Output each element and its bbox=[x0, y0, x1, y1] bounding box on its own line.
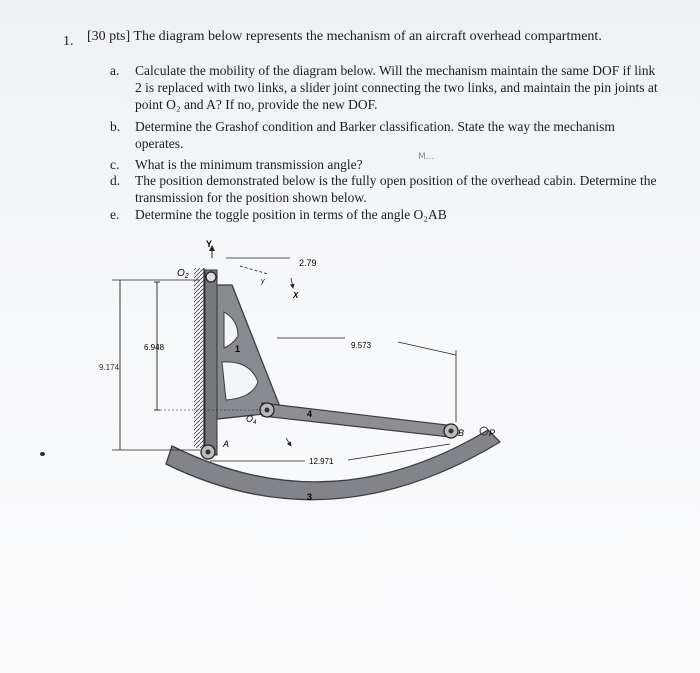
link-4-arm bbox=[262, 403, 455, 437]
x-small-arrow bbox=[291, 278, 293, 288]
point-a-label: A bbox=[223, 439, 230, 449]
item-text: Determine the Grashof condition and Barker classification. State the way the mechanism operates. bbox=[135, 119, 615, 151]
dim-9573-line-right bbox=[398, 342, 456, 355]
item-label: c. bbox=[110, 157, 120, 172]
point-b-label: B bbox=[458, 428, 465, 438]
point-o2-label: $O_2$ bbox=[177, 268, 189, 280]
dim-9-573: 9.573 bbox=[351, 341, 372, 350]
link-1-label: 1 bbox=[235, 344, 241, 354]
item-label: e. bbox=[110, 207, 120, 222]
x-prime-arrow bbox=[286, 438, 291, 446]
handwritten-note: M... bbox=[418, 152, 435, 162]
item-text: The position demonstrated below is the fully open position of the overhead cabin. Determine the transmission for the position shown below. bbox=[135, 173, 657, 205]
axis-x-label: X bbox=[293, 291, 299, 300]
link-1-bracket bbox=[208, 285, 282, 420]
item-label: a. bbox=[110, 63, 120, 78]
question-number: 1. bbox=[63, 34, 74, 49]
joint-a-center bbox=[206, 450, 211, 455]
item-text: What is the minimum transmission angle? bbox=[135, 157, 363, 172]
joint-o4-center bbox=[265, 408, 270, 413]
ground-hatching bbox=[194, 268, 204, 448]
link-3-label: 3 bbox=[307, 492, 313, 502]
question-header: [30 pts] The diagram below represents the mechanism of an aircraft overhead compartment. bbox=[87, 29, 602, 44]
point-o4-label: $O_4$ bbox=[246, 414, 257, 426]
item-text: Determine the toggle position in terms of the angle O₂AB bbox=[135, 207, 447, 222]
dim-9-174: 9.174 bbox=[99, 363, 120, 372]
dim-2-79: 2.79 bbox=[299, 258, 317, 268]
x-axis-dashed bbox=[240, 266, 268, 274]
item-text: Calculate the mobility of the diagram below. Will the mechanism maintain the same DOF if link 2 is replaced with two links, a slider joint connecting the two links, and maintain the pin joints at point O₂ and A? If no, provide the new DOF. bbox=[135, 63, 658, 112]
joint-o2 bbox=[206, 272, 216, 282]
joint-b-center bbox=[449, 429, 454, 434]
axis-y-label: Y bbox=[206, 239, 213, 249]
axis-y-small-label: y bbox=[261, 278, 265, 285]
link-4-label: 4 bbox=[307, 409, 313, 419]
point-p-label: P bbox=[489, 428, 496, 438]
link-2-bar bbox=[205, 270, 217, 455]
dim-12-971: 12.971 bbox=[309, 457, 334, 466]
item-label: d. bbox=[110, 173, 121, 188]
item-label: b. bbox=[110, 119, 121, 134]
dim-6-948: 6.948 bbox=[144, 343, 165, 352]
